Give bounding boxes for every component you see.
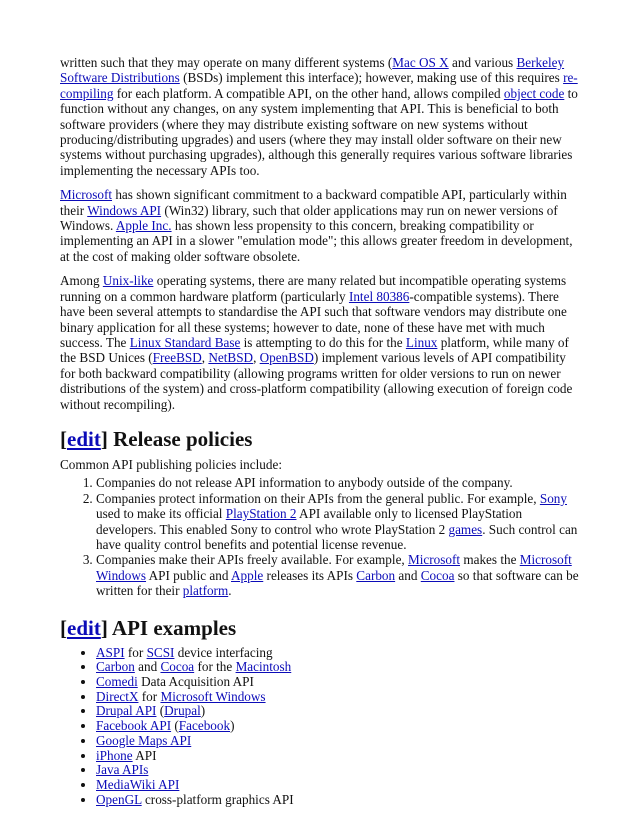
bracket: [ [60, 426, 67, 451]
text: ( [156, 703, 165, 719]
list-item [96, 704, 580, 719]
paragraph-compatibility [60, 55, 580, 178]
list-item [96, 646, 580, 661]
list-item [96, 778, 580, 793]
link-aspi[interactable]: ASPI [96, 644, 125, 660]
text: API public and [146, 567, 232, 583]
text: for [138, 688, 161, 704]
section-title: Release policies [113, 426, 253, 451]
link-iphone[interactable]: iPhone [96, 747, 133, 763]
text: cross-platform graphics API [141, 791, 294, 807]
paragraph-microsoft-apple [60, 187, 580, 264]
link-mac-os-x[interactable]: Mac OS X [392, 55, 449, 70]
text: device interfacing [174, 644, 273, 660]
link-facebook[interactable]: Facebook [178, 718, 231, 734]
list-item [96, 690, 580, 705]
text: platform, while many of the BSD Unices ( [60, 334, 569, 366]
text: Data Acquisition API [137, 674, 254, 689]
link-microsoft-windows[interactable]: Microsoft Windows [96, 552, 572, 583]
text: ) [200, 703, 206, 719]
paragraph-unix-like [60, 273, 580, 412]
link-carbon[interactable]: Carbon [356, 567, 396, 583]
link-drupal-api[interactable]: Drupal API [96, 703, 157, 719]
edit-link[interactable]: edit [67, 426, 101, 451]
text: (Win32) library, such that older applications may run on newer versions of Windows. [60, 202, 558, 234]
section-title: API examples [111, 615, 237, 640]
link-sony[interactable]: Sony [539, 490, 567, 506]
link-freebsd[interactable]: FreeBSD [152, 350, 202, 366]
edit-link[interactable]: edit [67, 615, 101, 640]
text: -compatible systems). There have been several attempts to standardise the API such that software vendors may distribute one binary application for all these systems; however to date, none of these have met with much success. The [60, 288, 567, 350]
text: ) [230, 718, 235, 734]
list-item [96, 675, 580, 690]
text: API [132, 747, 157, 763]
release-policies-list [60, 475, 580, 598]
text: so that software can be written for their [96, 567, 579, 599]
link-playstation-2[interactable]: PlayStation 2 [225, 506, 297, 522]
bracket: ] [100, 615, 112, 640]
text: ) implement various levels of API compatibility for both backward compatibility (allowing programs written for older versions to run on newer distributions of the system) and cross-platform compatibility (allowing execution of foreign code without recompiling). [60, 350, 573, 412]
list-item [96, 475, 580, 490]
link-re-compiling[interactable]: re-compiling [60, 70, 578, 101]
link-unix-like[interactable]: Unix-like [102, 273, 154, 289]
link-cocoa[interactable]: Cocoa [160, 659, 195, 675]
text: used to make its official [96, 506, 226, 522]
text: for the [194, 659, 236, 675]
link-object-code[interactable]: object code [503, 85, 565, 101]
text: Companies protect information on their APIs from the general public. For example, [96, 490, 540, 506]
text: API available only to licensed PlayStation developers. This enabled Sony to control who wrote PlayStation 2 [96, 506, 523, 537]
link-mediawiki-api[interactable]: MediaWiki API [96, 776, 180, 792]
link-microsoft[interactable]: Microsoft [60, 187, 113, 203]
text: has shown significant commitment to a backward compatible API, particularly within their [60, 187, 567, 218]
link-drupal[interactable]: Drupal [164, 703, 201, 719]
bracket: [ [60, 615, 67, 640]
link-games[interactable]: games [448, 521, 483, 537]
link-macintosh[interactable]: Macintosh [235, 659, 292, 675]
link-microsoft[interactable]: Microsoft [408, 552, 461, 568]
link-directx[interactable]: DirectX [96, 688, 139, 704]
text: has shown less propensity to this concern, breaking compatibility or implementing an API in a slower "emulation mode"; this allows greater freedom in development, at the cost of making older software obsolete. [60, 218, 573, 264]
link-scsi[interactable]: SCSI [146, 644, 175, 660]
link-openbsd[interactable]: OpenBSD [259, 350, 314, 366]
text: Among [60, 273, 103, 289]
link-platform[interactable]: platform [182, 583, 229, 599]
link-facebook-api[interactable]: Facebook API [96, 718, 172, 734]
link-google-maps-api[interactable]: Google Maps API [96, 732, 192, 748]
list-item [96, 763, 580, 778]
heading-api-examples [60, 615, 580, 641]
text: ( [171, 718, 179, 734]
text: is attempting to do this for the [240, 334, 406, 350]
link-windows-api[interactable]: Windows API [87, 202, 162, 218]
link-cocoa[interactable]: Cocoa [420, 567, 455, 583]
link-berkeley-software-distributions[interactable]: Berkeley Software Distributions [60, 55, 565, 86]
link-apple[interactable]: Apple [231, 567, 264, 583]
text: written such that they may operate on many different systems ( [60, 55, 393, 70]
list-item [96, 552, 580, 598]
list-item [96, 793, 580, 808]
link-comedi[interactable]: Comedi [96, 674, 138, 689]
link-microsoft-windows[interactable]: Microsoft Windows [160, 688, 266, 704]
link-intel-80386[interactable]: Intel 80386 [348, 288, 410, 304]
text: makes the [460, 552, 520, 568]
text: operating systems, there are many related but incompatible operating systems running on a common hardware platform (particularly [60, 273, 567, 304]
text: and [395, 567, 421, 583]
list-item [96, 491, 580, 553]
text: to function without any changes, on any system implementing that API. This is beneficial to both software providers (where they may distribute existing software on new systems without producing/distributing upgrades) and users (where they may install older software on their new systems without purchasing upgrades), although this generally requires various software libraries implementing the necessary APIs too. [60, 85, 578, 178]
link-carbon[interactable]: Carbon [96, 659, 135, 675]
text: . Such control can have quality control benefits and potential license revenue. [96, 521, 578, 552]
text: releases its APIs [263, 567, 357, 583]
text: and [134, 659, 161, 675]
link-apple-inc[interactable]: Apple Inc. [115, 218, 172, 234]
text: and various [448, 55, 517, 70]
link-java-apis[interactable]: Java APIs [96, 762, 149, 778]
link-linux[interactable]: Linux [405, 334, 438, 350]
text: Companies do not release API information to anybody outside of the company. [96, 475, 513, 491]
text: . [228, 583, 232, 599]
text: (BSDs) implement this interface); however, making use of this requires [179, 70, 564, 86]
list-item [96, 734, 580, 749]
link-linux-standard-base[interactable]: Linux Standard Base [129, 334, 241, 350]
link-opengl[interactable]: OpenGL [96, 791, 142, 807]
text: for [124, 644, 147, 660]
text: , [253, 350, 260, 366]
link-netbsd[interactable]: NetBSD [208, 350, 254, 366]
heading-release-policies [60, 426, 580, 452]
text: for each platform. A compatible API, on the other hand, allows compiled [113, 85, 504, 101]
list-item [96, 660, 580, 675]
api-examples-list [60, 646, 580, 808]
text: , [201, 350, 209, 366]
list-item [96, 719, 580, 734]
list-item [96, 749, 580, 764]
text: Companies make their APIs freely available. For example, [96, 552, 409, 568]
bracket: ] [100, 426, 114, 451]
release-policies-intro: Common API publishing policies include: [60, 456, 282, 472]
